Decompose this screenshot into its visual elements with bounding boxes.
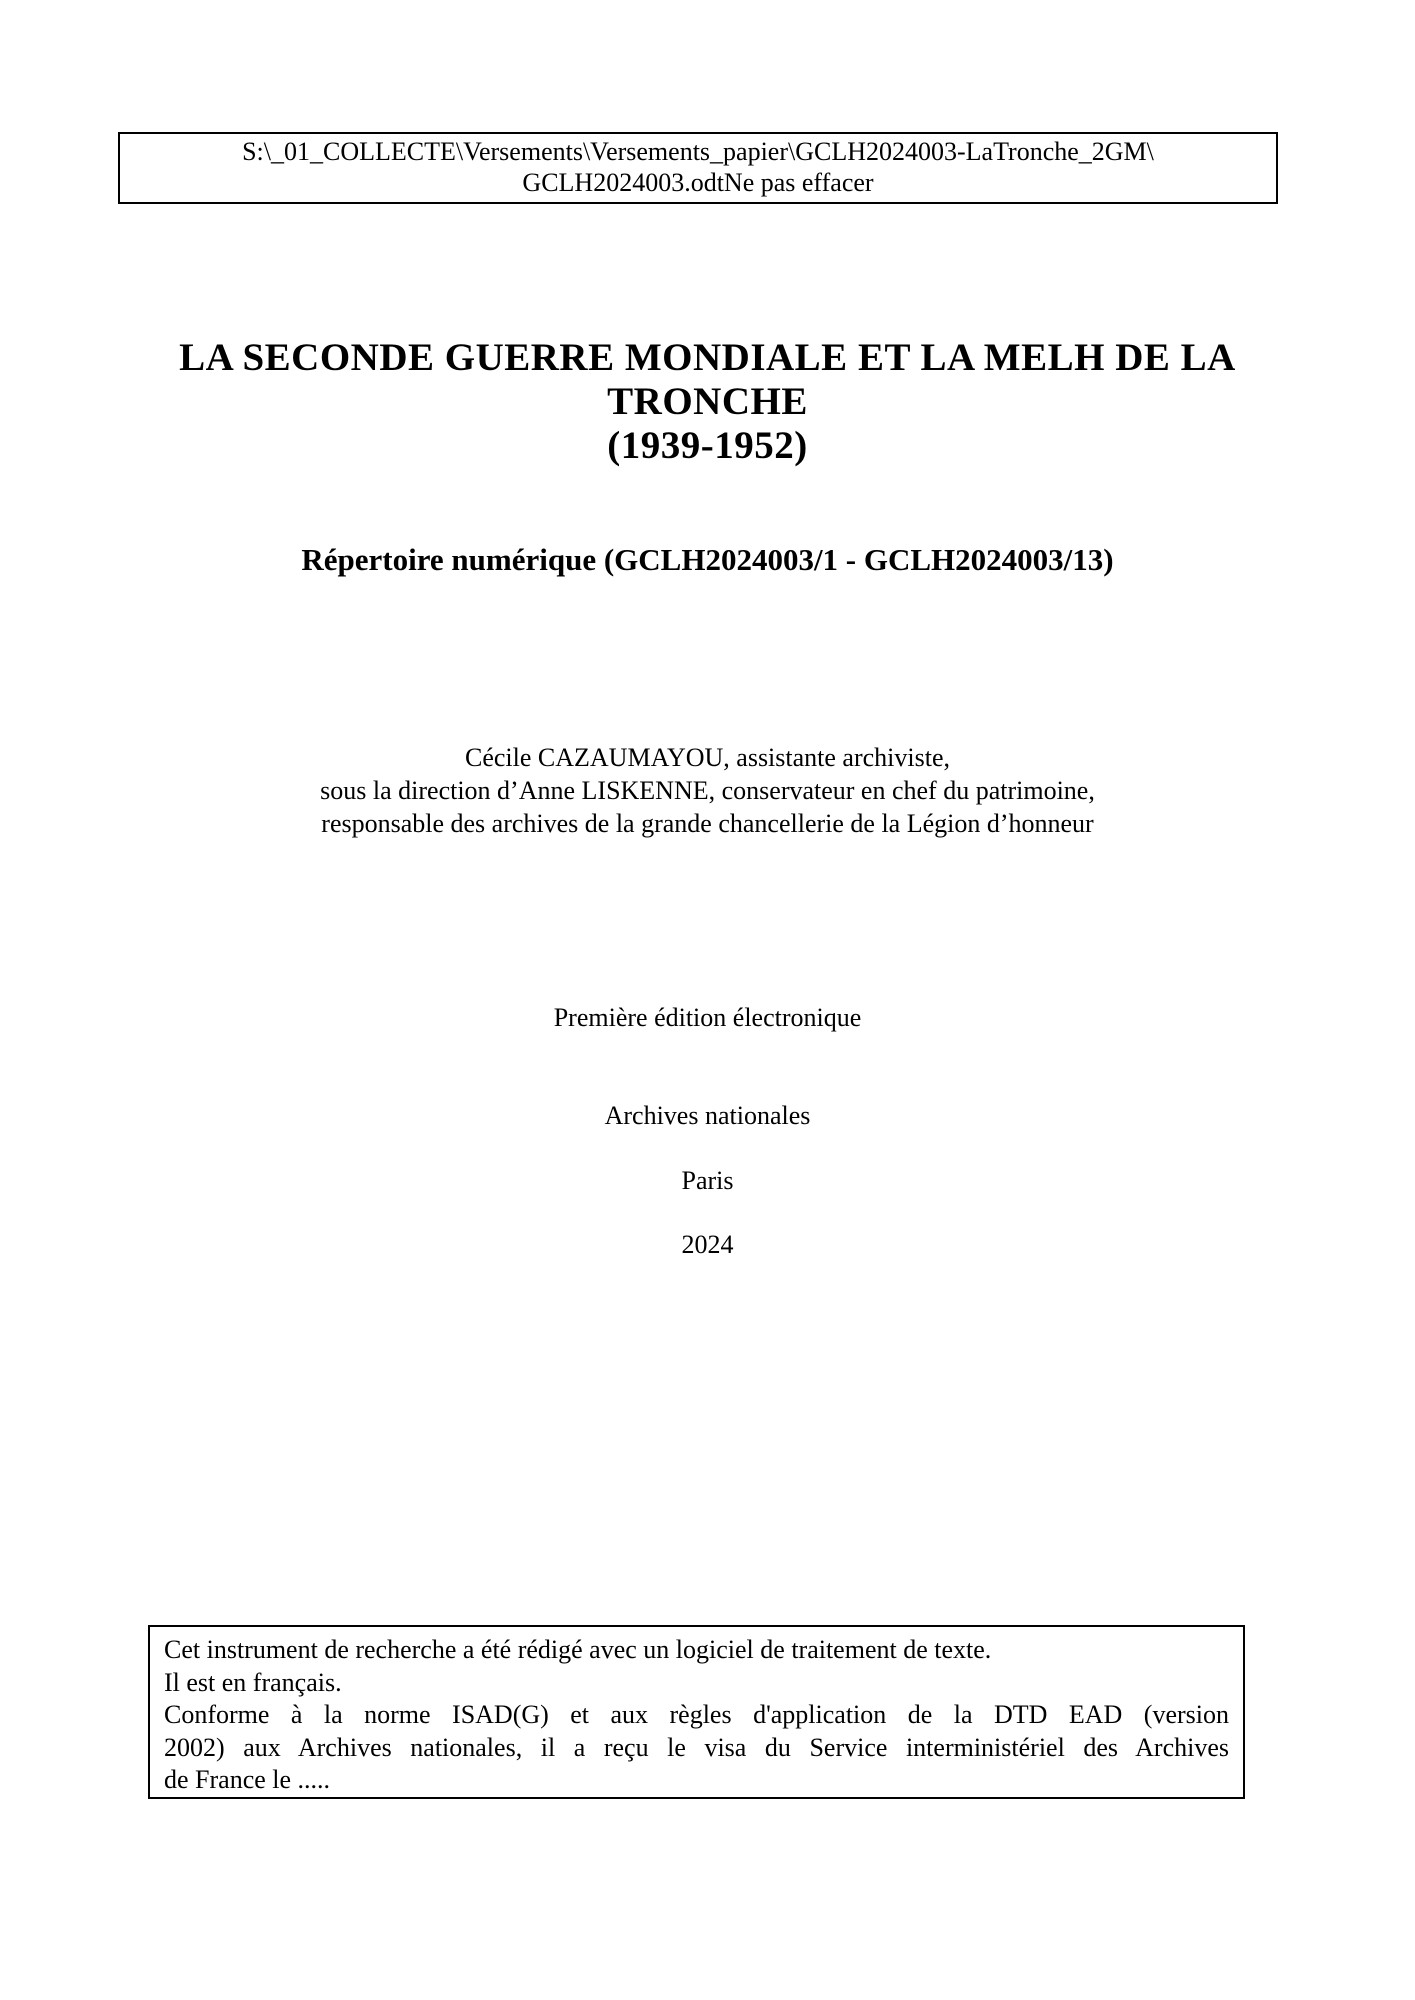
document-subtitle: Répertoire numérique (GCLH2024003/1 - GCLH2024003/13): [301, 542, 1114, 577]
notice-justified-line-1: Conforme à la norme ISAD(G) et aux règles d'application de la DTD EAD (version: [164, 1700, 1229, 1729]
publication-city: Paris: [681, 1166, 734, 1195]
notice-last-line: de France le .....: [164, 1765, 331, 1794]
notice-justified-line-2: 2002) aux Archives nationales, il a reçu le visa du Service interministériel des Archives: [164, 1732, 1229, 1762]
title-line-3: (1939-1952): [607, 424, 808, 467]
document-title: [0, 336, 1415, 468]
title-line-1: LA SECONDE GUERRE MONDIALE ET LA MELH DE LA: [179, 336, 1236, 379]
byline-line-2: sous la direction d’Anne LISKENNE, conservateur en chef du patrimoine,: [320, 776, 1095, 805]
edition-statement: Première édition électronique: [553, 1003, 862, 1032]
byline: [0, 741, 1415, 840]
notice-line-2: Il est en français.: [164, 1667, 342, 1697]
file-path-line-2: GCLH2024003.odtNe pas effacer: [522, 168, 874, 197]
institution-name: Archives nationales: [604, 1101, 811, 1130]
file-path-banner: [118, 132, 1278, 204]
publication-year: 2024: [681, 1230, 734, 1259]
notice-box: [148, 1625, 1245, 1799]
title-line-2: TRONCHE: [607, 380, 808, 423]
byline-line-1: Cécile CAZAUMAYOU, assistante archiviste,: [464, 743, 950, 772]
byline-line-3: responsable des archives de la grande chancellerie de la Légion d’honneur: [321, 809, 1094, 838]
notice-line-1: Cet instrument de recherche a été rédigé avec un logiciel de traitement de texte.: [164, 1635, 992, 1664]
file-path-line-1: S:\_01_COLLECTE\Versements\Versements_papier\GCLH2024003-LaTronche_2GM\: [242, 137, 1154, 166]
